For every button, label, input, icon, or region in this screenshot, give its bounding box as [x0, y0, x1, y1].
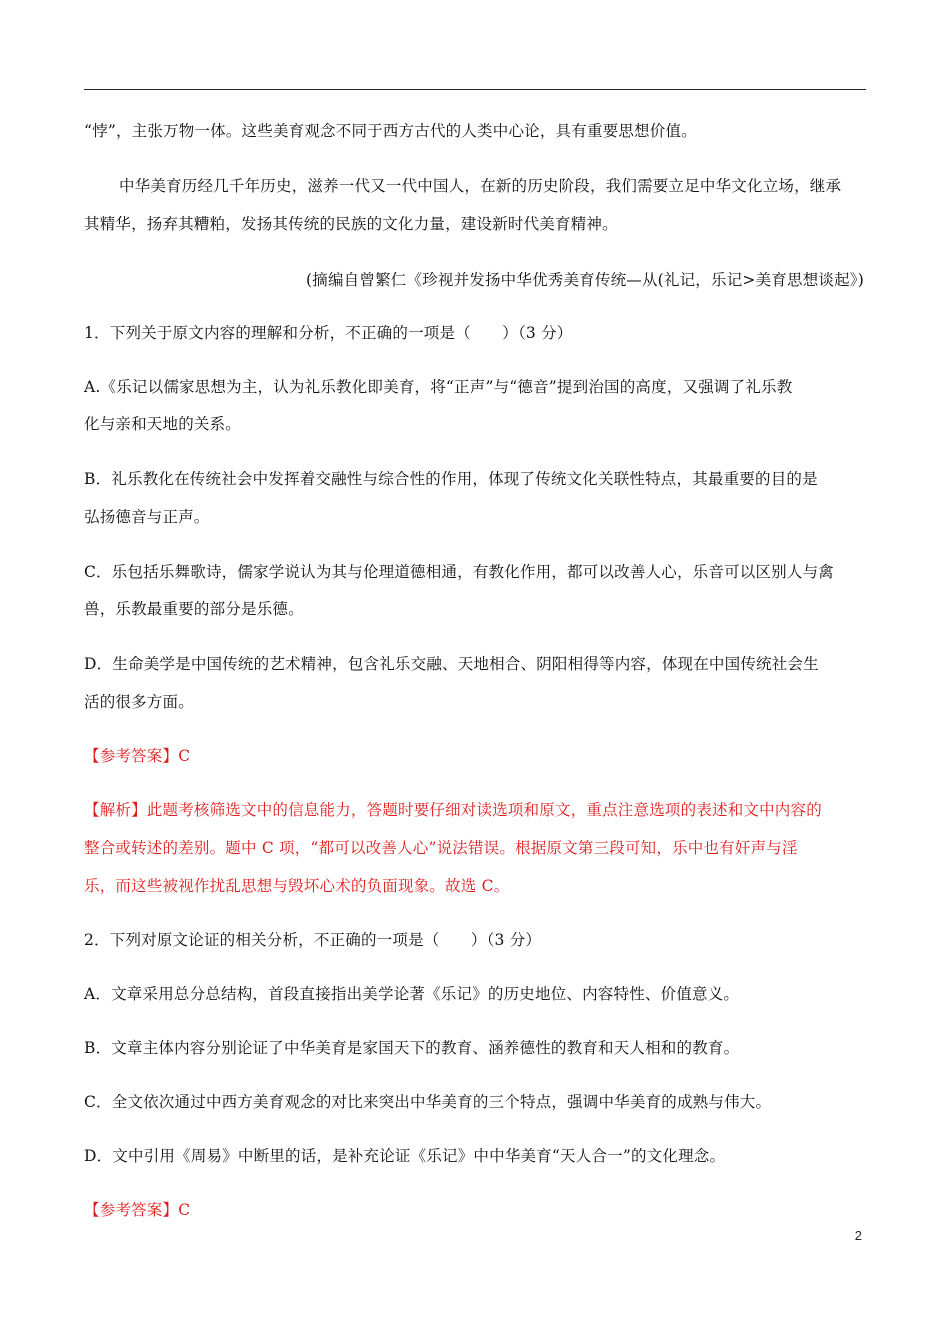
- q2-option-b: B．文章主体内容分别论证了中华美育是家国天下的教育、涵养德性的教育和天人相和的教育。: [84, 1039, 740, 1057]
- q1-analysis-line-3: 乐，而这些被视作扰乱思想与毁坏心术的负面现象。故选 C。: [84, 877, 510, 895]
- q1-option-d-line-1: D．生命美学是中国传统的艺术精神，包含礼乐交融、天地相合、阴阳相得等内容，体现在中国传统社会生: [84, 655, 819, 673]
- q1-option-b-line-2: 弘扬德音与正声。: [84, 508, 210, 526]
- header-rule: [84, 89, 866, 90]
- q1-stem: 1．下列关于原文内容的理解和分析，不正确的一项是（ ）（3 分）: [84, 324, 573, 342]
- intro-line-1: “悖”，主张万物一体。这些美育观念不同于西方古代的人类中心论，具有重要思想价值。: [84, 122, 697, 140]
- q1-analysis-line-1: 【解析】此题考核筛选文中的信息能力，答题时要仔细对读选项和原文，重点注意选项的表述和文中内容的: [84, 801, 822, 819]
- intro-para2-line-1: 中华美育历经几千年历史，滋养一代又一代中国人，在新的历史阶段，我们需要立足中华文化立场，继承: [119, 177, 842, 195]
- q2-option-d: D．文中引用《周易》中断里的话，是补充论证《乐记》中中华美育“天人合一”的文化理念。: [84, 1147, 726, 1165]
- q1-option-c-line-2: 兽，乐教最重要的部分是乐德。: [84, 600, 304, 618]
- q1-option-c-line-1: C．乐包括乐舞歌诗，儒家学说认为其与伦理道德相通，有教化作用，都可以改善人心，乐音可以区别人与禽: [84, 563, 834, 581]
- q1-analysis-line-2: 整合或转述的差别。题中 C 项，“都可以改善人心”说法错误。根据原文第三段可知，乐中也有奸声与淫: [84, 839, 798, 857]
- source-citation: (摘编自曾繁仁《珍视并发扬中华优秀美育传统—从(礼记，乐记>美育思想谈起》): [306, 271, 864, 289]
- q1-option-b-line-1: B．礼乐教化在传统社会中发挥着交融性与综合性的作用，体现了传统文化关联性特点，其最重要的目的是: [84, 470, 818, 488]
- q1-option-a-line-1: A.《乐记以儒家思想为主，认为礼乐教化即美育，将“正声”与“德音”提到治国的高度，又强调了礼乐教: [84, 378, 793, 396]
- q2-option-a: A．文章采用总分总结构，首段直接指出美学论著《乐记》的历史地位、内容特性、价值意义。: [84, 985, 740, 1003]
- q2-answer: 【参考答案】C: [84, 1201, 191, 1219]
- q1-option-a-line-2: 化与亲和天地的关系。: [84, 415, 242, 433]
- intro-para2-line-2: 其精华，扬弃其糟粕，发扬其传统的民族的文化力量，建设新时代美育精神。: [84, 215, 618, 233]
- q2-stem: 2．下列对原文论证的相关分析，不正确的一项是（ ）（3 分）: [84, 931, 542, 949]
- page-number: 2: [854, 1228, 862, 1243]
- q1-answer: 【参考答案】C: [84, 747, 191, 765]
- q2-option-c: C．全文依次通过中西方美育观念的对比来突出中华美育的三个特点，强调中华美育的成熟与伟大。: [84, 1093, 772, 1111]
- q1-option-d-line-2: 活的很多方面。: [84, 693, 194, 711]
